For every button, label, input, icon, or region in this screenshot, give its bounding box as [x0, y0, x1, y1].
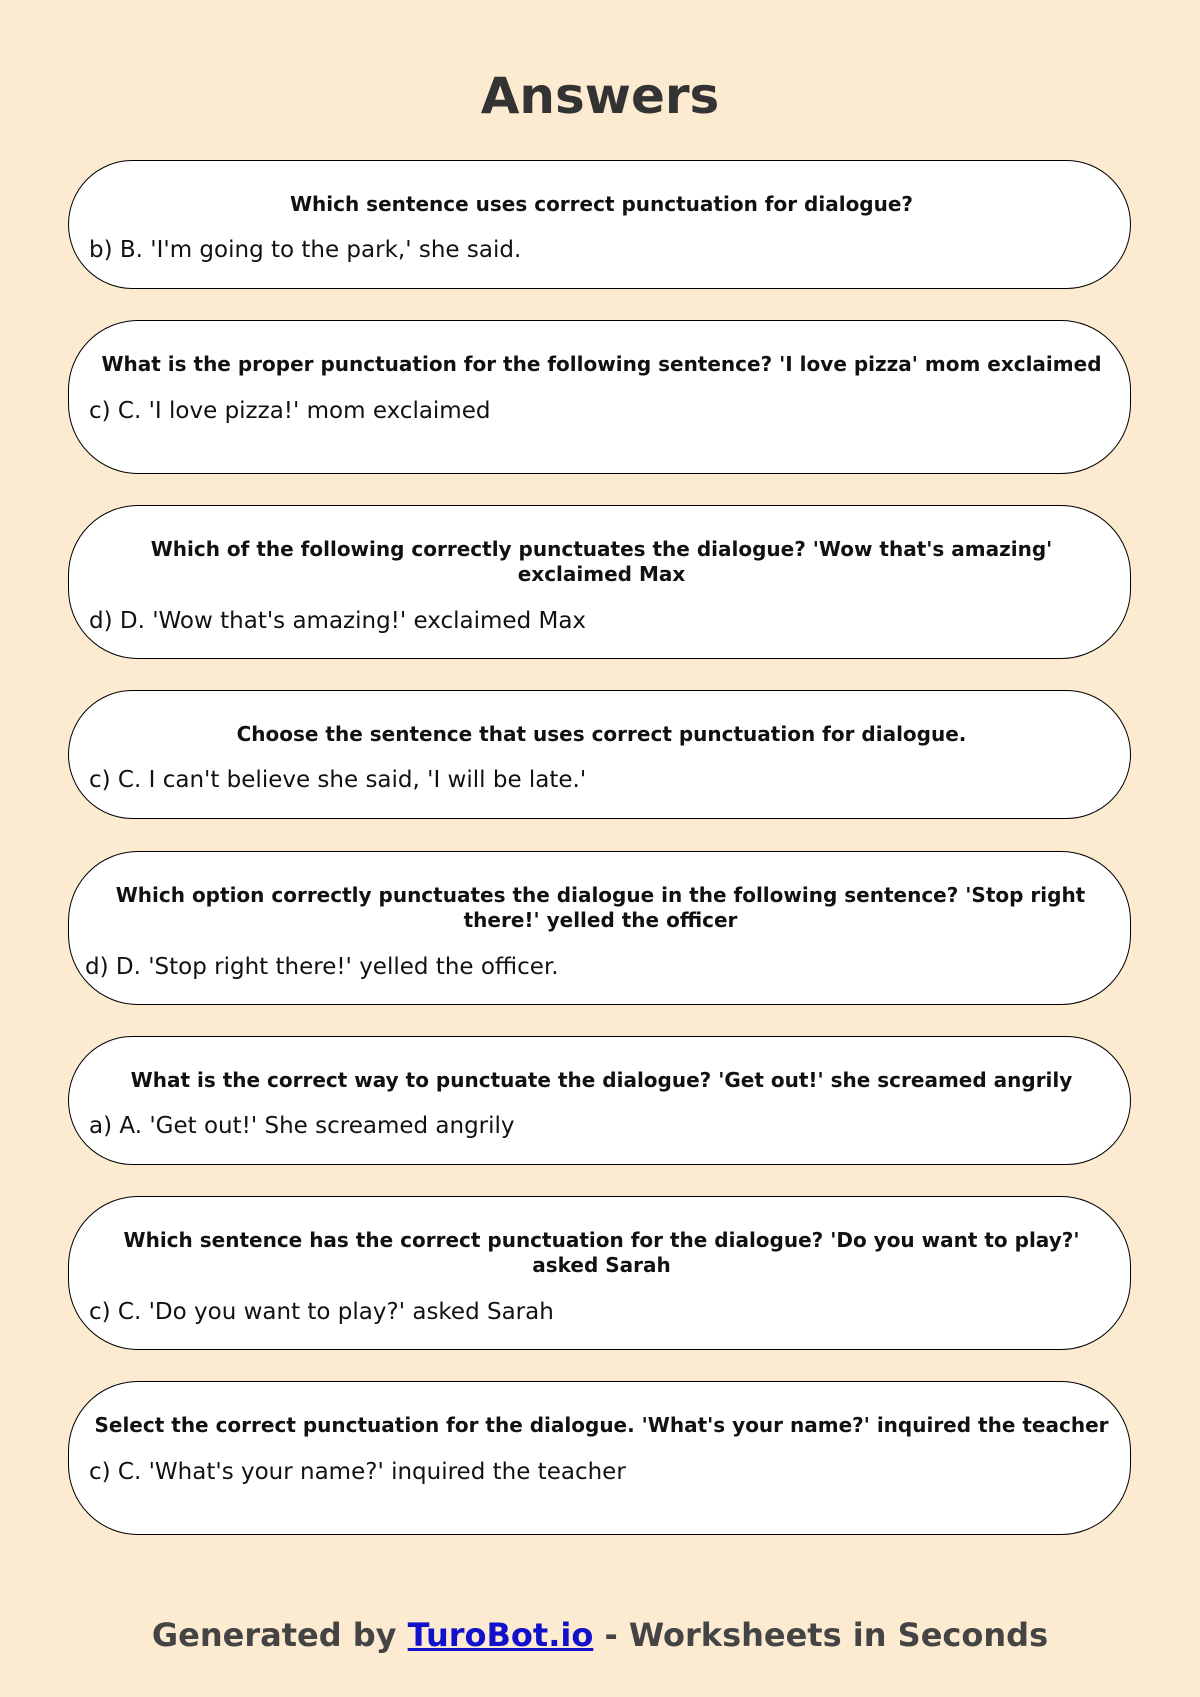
page-title: Answers: [480, 67, 720, 125]
answer-text: c) C. 'I love pizza!' mom exclaimed: [89, 398, 491, 424]
question-text: Which option correctly punctuates the dialogue in the following sentence? 'Stop right there!' yelled the officer: [115, 883, 1086, 932]
question-text: Which sentence has the correct punctuation for the dialogue? 'Do you want to play?' asked Sarah: [123, 1228, 1080, 1277]
answer-card: [68, 1196, 1131, 1350]
question-text: What is the proper punctuation for the following sentence? 'I love pizza' mom exclaimed: [101, 352, 1102, 376]
answer-card: [68, 320, 1131, 474]
answer-card: [68, 505, 1131, 659]
question-text: Which of the following correctly punctuates the dialogue? 'Wow that's amazing' exclaimed Max: [150, 537, 1053, 586]
question-text: Which sentence uses correct punctuation for dialogue?: [289, 192, 914, 216]
footer: [0, 1616, 1200, 1654]
answer-card: [68, 851, 1131, 1005]
answer-card: [68, 690, 1131, 819]
answer-text: c) C. 'What's your name?' inquired the teacher: [89, 1459, 626, 1485]
footer-prefix: Generated by: [151, 1616, 408, 1654]
answer-text: d) D. 'Wow that's amazing!' exclaimed Max: [89, 608, 587, 634]
footer-suffix: - Worksheets in Seconds: [593, 1616, 1049, 1654]
answer-text: a) A. 'Get out!' She screamed angrily: [89, 1113, 515, 1139]
answer-text: d) D. 'Stop right there!' yelled the officer.: [85, 954, 559, 980]
answer-text: c) C. I can't believe she said, 'I will be late.': [89, 767, 587, 793]
question-text: Choose the sentence that uses correct punctuation for dialogue.: [236, 722, 967, 746]
answer-text: c) C. 'Do you want to play?' asked Sarah: [89, 1299, 554, 1325]
answer-card: [68, 1381, 1131, 1535]
answer-card: [68, 160, 1131, 289]
question-text: Select the correct punctuation for the dialogue. 'What's your name?' inquired the teacher: [94, 1413, 1109, 1437]
answer-card: [68, 1036, 1131, 1165]
question-text: What is the correct way to punctuate the dialogue? 'Get out!' she screamed angrily: [130, 1068, 1073, 1092]
answer-text: b) B. 'I'm going to the park,' she said.: [89, 237, 522, 263]
turobot-link[interactable]: TuroBot.io: [407, 1616, 594, 1654]
